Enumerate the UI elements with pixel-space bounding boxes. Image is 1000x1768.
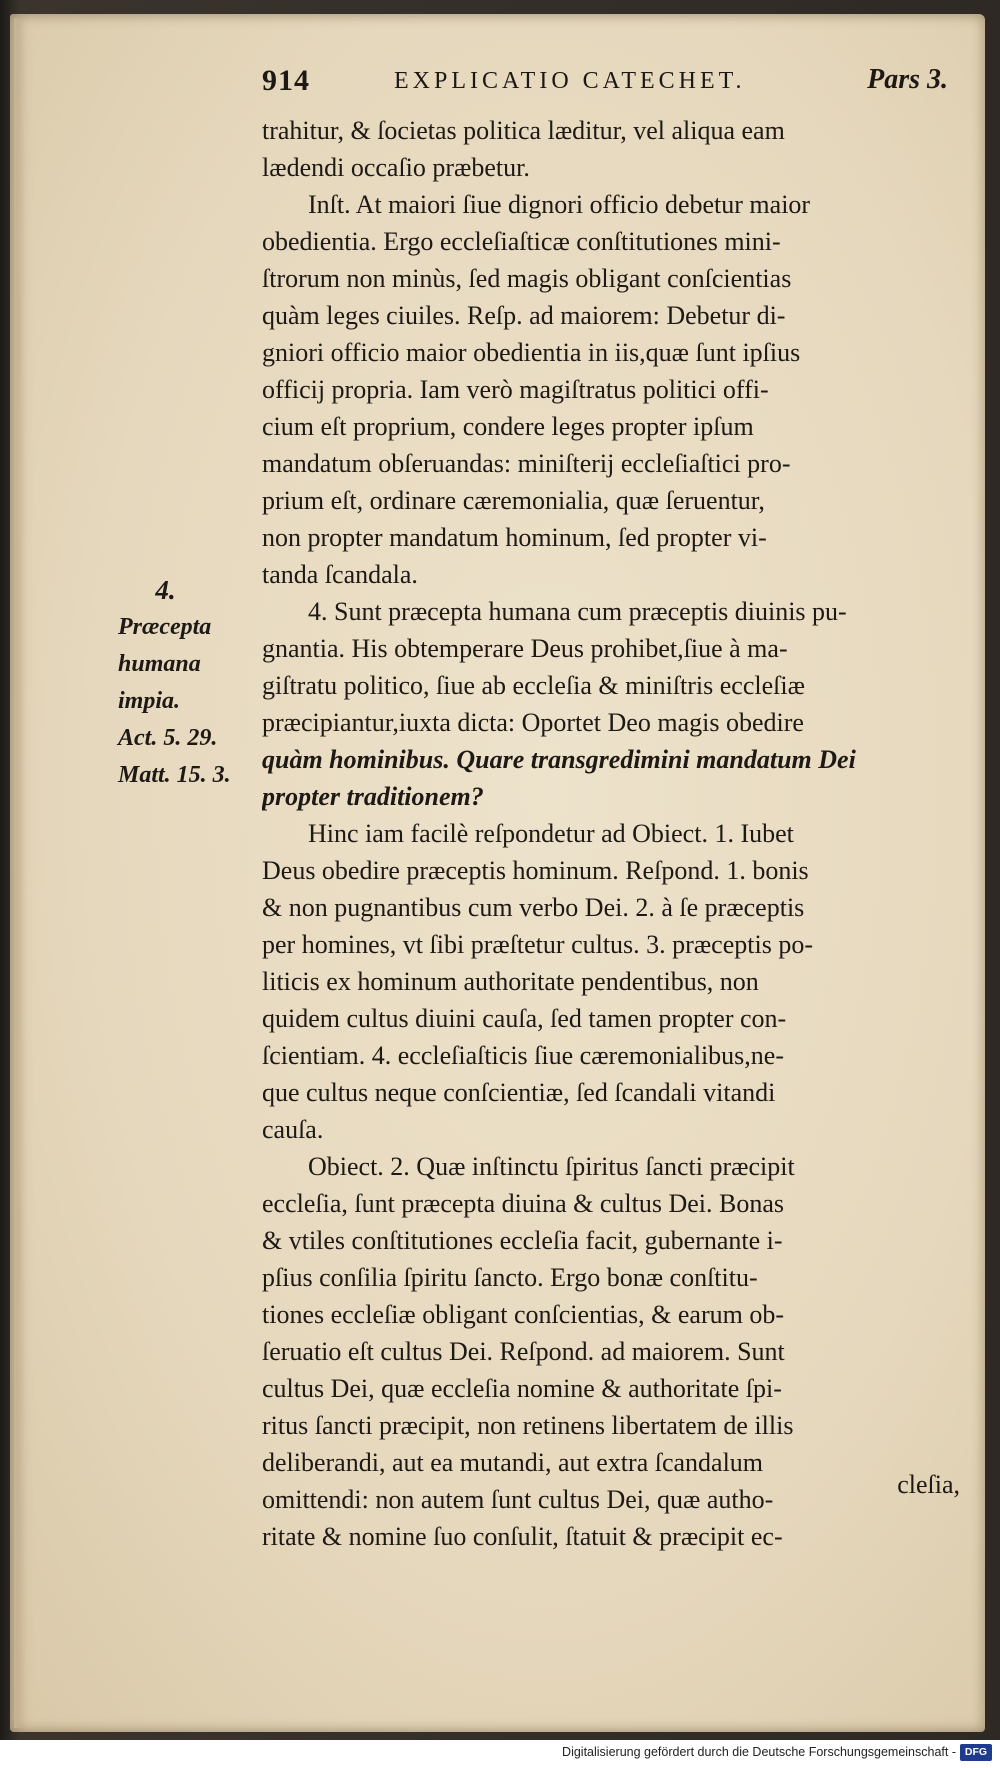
- text-line: per homines, vt ſibi præſtetur cultus. 3. præceptis po-: [262, 930, 813, 959]
- text-line: ſeruatio eſt cultus Dei. Reſpond. ad maiorem. Sunt: [262, 1337, 785, 1366]
- text-line: propter traditionem?: [262, 782, 484, 811]
- text-line: Deus obedire præceptis hominum. Reſpond. 1. bonis: [262, 856, 809, 885]
- catchword: cleſia,: [897, 1470, 960, 1499]
- text-line: 4. Sunt præcepta humana cum præceptis diuinis pu-: [308, 597, 847, 626]
- text-line: que cultus neque conſcientiæ, ſed ſcandali vitandi: [262, 1078, 776, 1107]
- text-line: quàm hominibus. Quare transgredimini mandatum Dei: [262, 745, 856, 774]
- text-line: non propter mandatum hominum, ſed propter vi-: [262, 523, 767, 552]
- text-line: quidem cultus diuini cauſa, ſed tamen propter con-: [262, 1004, 787, 1033]
- margin-note-number: 4.: [155, 575, 176, 605]
- text-line: tiones eccleſiæ obligant conſcientias, & earum ob-: [262, 1300, 785, 1329]
- text-line: Obiect. 2. Quæ inſtinctu ſpiritus ſancti præcipit: [308, 1152, 795, 1181]
- page-header: [262, 64, 952, 104]
- text-line: trahitur, & ſocietas politica læditur, vel aliqua eam: [262, 116, 785, 145]
- text-line: & non pugnantibus cum verbo Dei. 2. à ſe præceptis: [262, 893, 805, 922]
- margin-note: [118, 572, 263, 794]
- margin-note-line: Act. 5. 29.: [118, 725, 218, 751]
- text-line: Hinc iam facilè reſpondetur ad Obiect. 1. Iubet: [308, 819, 794, 848]
- text-line: & vtiles conſtitutiones eccleſia facit, gubernante i-: [262, 1226, 783, 1255]
- text-line: Inſt. At maiori ſiue dignori officio debetur maior: [308, 190, 811, 219]
- text-line: liticis ex hominum authoritate pendentibus, non: [262, 967, 759, 996]
- part-label: Pars 3.: [867, 64, 948, 95]
- text-line: pſius conſilia ſpiritu ſancto. Ergo bonæ conſtitu-: [262, 1263, 758, 1292]
- dfg-logo-icon: DFG: [960, 1744, 992, 1761]
- text-line: ritate & nomine ſuo conſulit, ſtatuit & præcipit ec-: [262, 1522, 783, 1551]
- margin-note-line: Præcepta: [118, 614, 212, 640]
- text-line: gniori officio maior obedientia in iis,quæ ſunt ipſius: [262, 338, 801, 367]
- text-line: mandatum obſeruandas: miniſterij eccleſiaſtici pro-: [262, 449, 791, 478]
- text-line: officij propria. Iam verò magiſtratus politici offi-: [262, 375, 769, 404]
- text-line: lædendi occaſio præbetur.: [262, 153, 530, 182]
- text-line: cium eſt proprium, condere leges propter ipſum: [262, 412, 754, 441]
- margin-note-line: humana: [118, 651, 201, 677]
- text-line: giſtratu politico, ſiue ab eccleſia & miniſtris eccleſiæ: [262, 671, 805, 700]
- page-number: 914: [262, 64, 310, 97]
- text-line: tanda ſcandala.: [262, 560, 418, 589]
- text-line: gnantia. His obtemperare Deus prohibet,ſiue à ma-: [262, 634, 788, 663]
- text-line: ſtrorum non minùs, ſed magis obligant conſcientias: [262, 264, 792, 293]
- text-line: prium eſt, ordinare cæremonialia, quæ ſeruentur,: [262, 486, 765, 515]
- text-line: eccleſia, ſunt præcepta diuina & cultus Dei. Bonas: [262, 1189, 785, 1218]
- margin-note-line: impia.: [118, 688, 181, 714]
- text-line: cauſa.: [262, 1115, 324, 1144]
- running-title: EXPLICATIO CATECHET.: [394, 68, 746, 94]
- text-line: deliberandi, aut ea mutandi, aut extra ſcandalum: [262, 1448, 764, 1477]
- text-line: præcipiantur,iuxta dicta: Oportet Deo magis obedire: [262, 708, 804, 737]
- text-line: ſcientiam. 4. eccleſiaſticis ſiue cæremonialibus,ne-: [262, 1041, 784, 1070]
- page-gutter-shadow: [14, 18, 24, 1728]
- text-line: quàm leges ciuiles. Reſp. ad maiorem: Debetur di-: [262, 301, 786, 330]
- text-line: obedientia. Ergo eccleſiaſticæ conſtitutiones mini-: [262, 227, 781, 256]
- funding-credit: Digitalisierung gefördert durch die Deutsche Forschungsgemeinschaft -: [562, 1745, 956, 1759]
- footer-bar: [0, 1740, 1000, 1768]
- text-line: cultus Dei, quæ eccleſia nomine & authoritate ſpi-: [262, 1374, 782, 1403]
- margin-note-line: Matt. 15. 3.: [118, 762, 231, 788]
- text-line: ritus ſancti præcipit, non retinens libertatem de illis: [262, 1411, 794, 1440]
- text-line: omittendi: non autem ſunt cultus Dei, quæ autho-: [262, 1485, 774, 1514]
- body-text: [262, 112, 956, 1555]
